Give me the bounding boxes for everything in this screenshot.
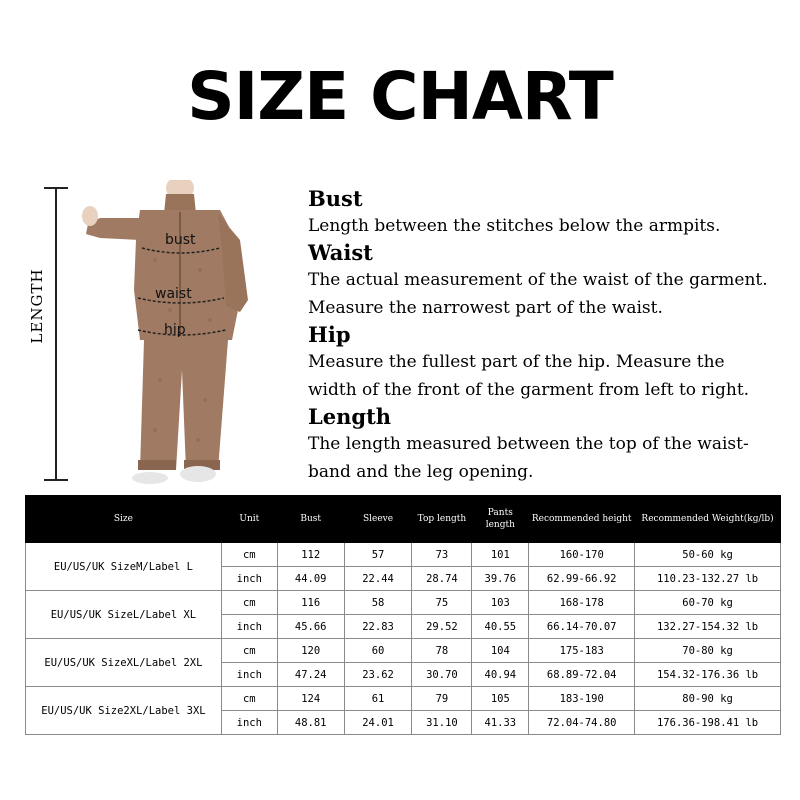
table-cell: 70-80 kg bbox=[635, 639, 781, 663]
table-cell: 45.66 bbox=[277, 615, 344, 639]
table-cell: 57 bbox=[344, 543, 412, 567]
table-row bbox=[26, 543, 781, 567]
column-header: Recommended height bbox=[529, 496, 635, 543]
table-cell: 154.32-176.36 lb bbox=[635, 663, 781, 687]
table-cell: 79 bbox=[412, 687, 472, 711]
waist-description-line: The actual measurement of the waist of the garment. bbox=[308, 270, 768, 290]
size-table bbox=[25, 495, 781, 735]
table-cell: 39.76 bbox=[472, 567, 529, 591]
table-cell: 124 bbox=[277, 687, 344, 711]
hip-tag: hip bbox=[164, 322, 186, 338]
unit-cell: inch bbox=[221, 615, 277, 639]
table-cell: 101 bbox=[472, 543, 529, 567]
table-cell: 31.10 bbox=[412, 711, 472, 735]
table-cell: 22.83 bbox=[344, 615, 412, 639]
table-cell: 75 bbox=[412, 591, 472, 615]
table-cell: 160-170 bbox=[529, 543, 635, 567]
table-cell: 66.14-70.07 bbox=[529, 615, 635, 639]
table-cell: 47.24 bbox=[277, 663, 344, 687]
column-header: Top length bbox=[412, 496, 472, 543]
waist-heading: Waist bbox=[308, 240, 373, 265]
table-cell: 40.55 bbox=[472, 615, 529, 639]
table-row bbox=[26, 591, 781, 615]
bust-heading: Bust bbox=[308, 186, 363, 211]
unit-cell: cm bbox=[221, 639, 277, 663]
waist-tag: waist bbox=[155, 286, 192, 302]
column-header: Pants length bbox=[472, 496, 529, 543]
table-row bbox=[26, 687, 781, 711]
column-header: Recommended Weight(kg/lb) bbox=[635, 496, 781, 543]
table-cell: 44.09 bbox=[277, 567, 344, 591]
table-cell: 120 bbox=[277, 639, 344, 663]
unit-cell: inch bbox=[221, 711, 277, 735]
table-cell: 132.27-154.32 lb bbox=[635, 615, 781, 639]
unit-cell: inch bbox=[221, 567, 277, 591]
unit-cell: inch bbox=[221, 663, 277, 687]
table-cell: 62.99-66.92 bbox=[529, 567, 635, 591]
bust-tag: bust bbox=[165, 232, 196, 248]
unit-cell: cm bbox=[221, 687, 277, 711]
hip-description-line: Measure the fullest part of the hip. Measure the bbox=[308, 352, 725, 372]
model-figure bbox=[80, 180, 255, 485]
unit-cell: cm bbox=[221, 591, 277, 615]
table-cell: 24.01 bbox=[344, 711, 412, 735]
length-description-line: The length measured between the top of the waist- bbox=[308, 434, 749, 454]
table-cell: 41.33 bbox=[472, 711, 529, 735]
table-cell: 78 bbox=[412, 639, 472, 663]
table-cell: 72.04-74.80 bbox=[529, 711, 635, 735]
ruler-bottom-cap bbox=[44, 479, 68, 481]
table-cell: 28.74 bbox=[412, 567, 472, 591]
table-cell: 168-178 bbox=[529, 591, 635, 615]
column-header: Size bbox=[26, 496, 222, 543]
table-cell: 110.23-132.27 lb bbox=[635, 567, 781, 591]
size-cell: EU/US/UK SizeM/Label L bbox=[26, 543, 222, 591]
table-cell: 30.70 bbox=[412, 663, 472, 687]
unit-cell: cm bbox=[221, 543, 277, 567]
hip-description-line: width of the front of the garment from left to right. bbox=[308, 380, 750, 400]
table-cell: 104 bbox=[472, 639, 529, 663]
table-cell: 68.89-72.04 bbox=[529, 663, 635, 687]
table-cell: 58 bbox=[344, 591, 412, 615]
table-cell: 183-190 bbox=[529, 687, 635, 711]
table-cell: 60-70 kg bbox=[635, 591, 781, 615]
size-cell: EU/US/UK SizeL/Label XL bbox=[26, 591, 222, 639]
table-cell: 61 bbox=[344, 687, 412, 711]
length-heading: Length bbox=[308, 404, 392, 429]
table-row bbox=[26, 639, 781, 663]
column-header: Bust bbox=[277, 496, 344, 543]
measurement-descriptions bbox=[308, 186, 788, 486]
table-cell: 29.52 bbox=[412, 615, 472, 639]
size-cell: EU/US/UK SizeXL/Label 2XL bbox=[26, 639, 222, 687]
table-cell: 48.81 bbox=[277, 711, 344, 735]
size-cell: EU/US/UK Size2XL/Label 3XL bbox=[26, 687, 222, 735]
table-cell: 73 bbox=[412, 543, 472, 567]
table-header-row bbox=[26, 496, 781, 543]
hip-heading: Hip bbox=[308, 322, 351, 347]
table-cell: 22.44 bbox=[344, 567, 412, 591]
length-ruler-label: LENGTH bbox=[28, 268, 46, 344]
table-cell: 80-90 kg bbox=[635, 687, 781, 711]
column-header: Unit bbox=[221, 496, 277, 543]
table-cell: 60 bbox=[344, 639, 412, 663]
table-cell: 176.36-198.41 lb bbox=[635, 711, 781, 735]
table-cell: 40.94 bbox=[472, 663, 529, 687]
length-description-line: band and the leg opening. bbox=[308, 462, 534, 482]
table-cell: 105 bbox=[472, 687, 529, 711]
size-table-body bbox=[26, 543, 781, 735]
column-header: Sleeve bbox=[344, 496, 412, 543]
table-cell: 103 bbox=[472, 591, 529, 615]
table-cell: 116 bbox=[277, 591, 344, 615]
table-cell: 175-183 bbox=[529, 639, 635, 663]
table-cell: 50-60 kg bbox=[635, 543, 781, 567]
length-ruler bbox=[55, 188, 57, 480]
table-cell: 112 bbox=[277, 543, 344, 567]
table-cell: 23.62 bbox=[344, 663, 412, 687]
waist-description-line: Measure the narrowest part of the waist. bbox=[308, 298, 663, 318]
page-title: SIZE CHART bbox=[187, 58, 613, 135]
bust-description: Length between the stitches below the armpits. bbox=[308, 216, 721, 236]
